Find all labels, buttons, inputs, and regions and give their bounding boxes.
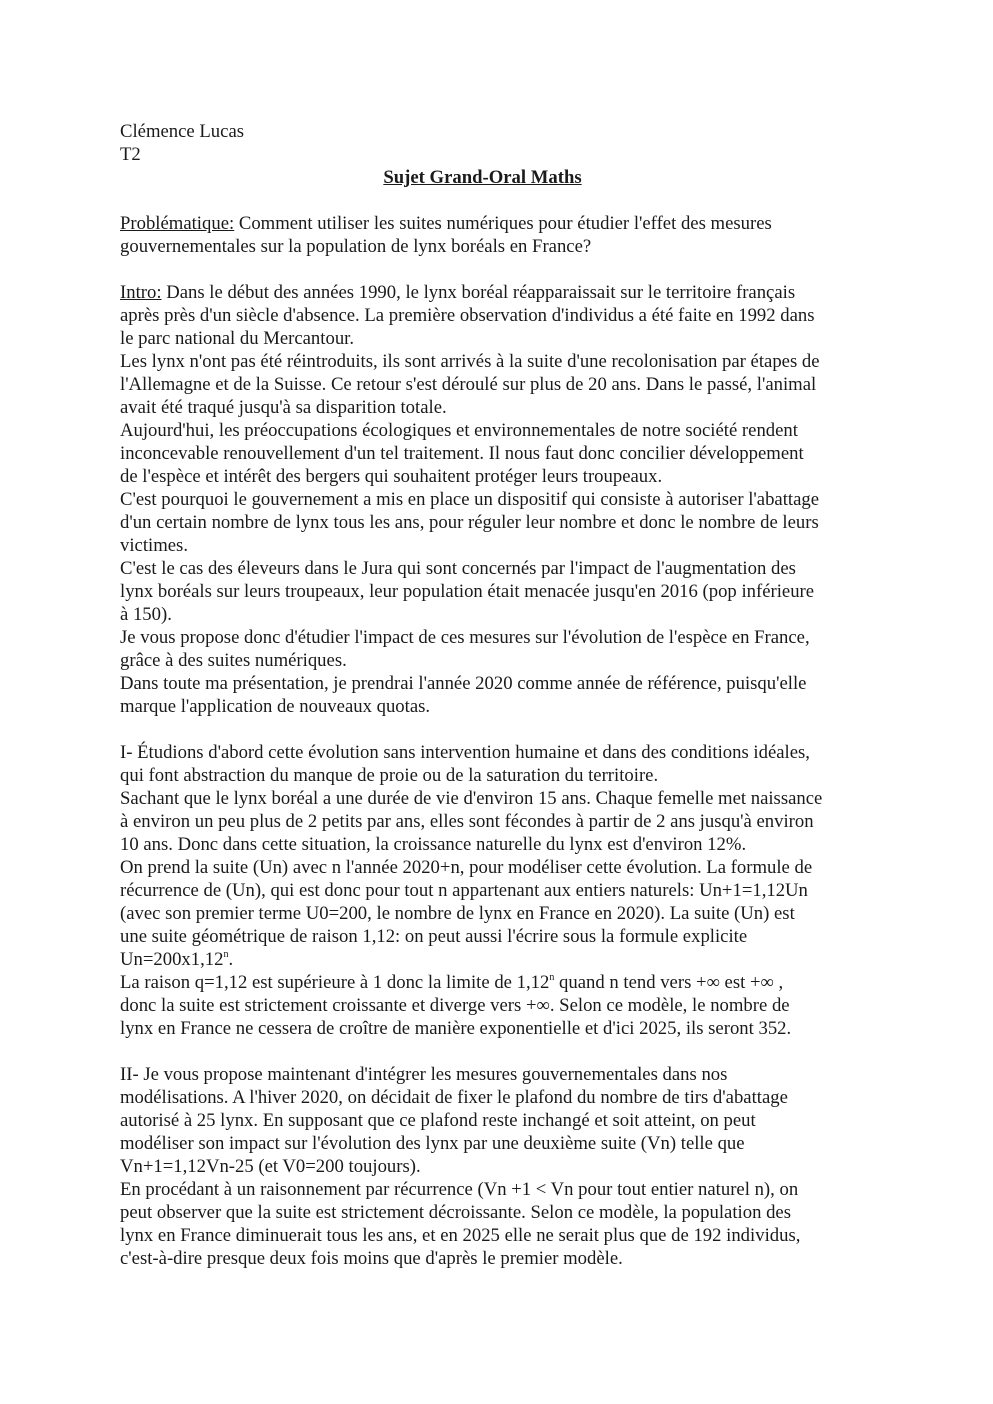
intro-line: Je vous propose donc d'étudier l'impact de ces mesures sur l'évolution de l'espèce en France, — [120, 627, 810, 648]
document-title: Sujet Grand-Oral Maths — [383, 167, 582, 188]
spacer — [120, 258, 880, 281]
intro-line: lynx boréals sur leurs troupeaux, leur population était menacée jusqu'en 2016 (pop inférieure — [120, 581, 815, 602]
part1-line: (avec son premier terme U0=200, le nombre de lynx en France en 2020). La suite (Un) est — [120, 903, 795, 924]
part2-line: peut observer que la suite est strictement décroissante. Selon ce modèle, la population des — [120, 1202, 791, 1223]
part2-line: modélisations. A l'hiver 2020, on décidait de fixer le plafond du nombre de tirs d'abattage — [120, 1087, 788, 1108]
part1-line: récurrence de (Un), qui est donc pour tout n appartenant aux entiers naturels: Un+1=1,12Un — [120, 880, 808, 901]
intro-line: Aujourd'hui, les préoccupations écologiques et environnementales de notre société rendent — [120, 420, 798, 441]
intro-text: Dans le début des années 1990, le lynx boréal réapparaissait sur le territoire français — [161, 282, 796, 303]
part1-line: une suite géométrique de raison 1,12: on peut aussi l'écrire sous la formule explicite — [120, 926, 748, 947]
document-body — [120, 120, 880, 1270]
intro-line: victimes. — [120, 535, 188, 556]
part2-line: c'est-à-dire presque deux fois moins que d'après le premier modèle. — [120, 1248, 623, 1269]
part2-line: Vn+1=1,12Vn-25 (et V0=200 toujours). — [120, 1156, 421, 1177]
intro-line: de l'espèce et intérêt des bergers qui souhaitent protéger leurs troupeaux. — [120, 466, 663, 487]
part1-line: à environ un peu plus de 2 petits par ans, elles sont fécondes à partir de 2 ans jusqu'à environ — [120, 811, 814, 832]
intro-line: avait été traqué jusqu'à sa disparition totale. — [120, 397, 447, 418]
limit-text-end: quand n tend vers +∞ est +∞ , — [554, 972, 784, 993]
spacer — [120, 1040, 880, 1063]
part2-line: En procédant à un raisonnement par récurrence (Vn +1 < Vn pour tout entier naturel n), on — [120, 1179, 799, 1200]
intro-line: d'un certain nombre de lynx tous les ans, pour réguler leur nombre et donc le nombre de leurs — [120, 512, 819, 533]
intro-label: Intro: — [120, 282, 162, 303]
part1-line: donc la suite est strictement croissante et diverge vers +∞. Selon ce modèle, le nombre de — [120, 995, 790, 1016]
intro-line: à 150). — [120, 604, 172, 625]
formula-base: Un=200x1,12 — [120, 949, 224, 970]
author-name: Clémence Lucas — [120, 121, 245, 142]
problematique-line: gouvernementales sur la population de lynx boréals en France? — [120, 236, 592, 257]
spacer — [120, 189, 880, 212]
intro-line: l'Allemagne et de la Suisse. Ce retour s'est déroulé sur plus de 20 ans. Dans le passé, l'animal — [120, 374, 817, 395]
intro-line: le parc national du Mercantour. — [120, 328, 355, 349]
formula-exponent: n — [223, 949, 229, 960]
part2-line: II- Je vous propose maintenant d'intégrer les mesures gouvernementales dans nos — [120, 1064, 728, 1085]
intro-line: grâce à des suites numériques. — [120, 650, 347, 671]
class-label: T2 — [120, 144, 141, 165]
spacer — [120, 718, 880, 741]
problematique-line — [120, 212, 880, 235]
part1-line: lynx en France ne cessera de croître de manière exponentielle et d'ici 2025, ils seront 352. — [120, 1018, 792, 1039]
problematique-text: Comment utiliser les suites numériques pour étudier l'effet des mesures — [234, 213, 772, 234]
intro-line: marque l'application de nouveaux quotas. — [120, 696, 431, 717]
intro-section — [120, 281, 880, 718]
limit-exponent: n — [549, 972, 555, 983]
explicit-formula — [120, 948, 880, 971]
part2-line: modéliser son impact sur l'évolution des lynx par une deuxième suite (Vn) telle que — [120, 1133, 745, 1154]
part2-section — [120, 1063, 880, 1270]
intro-line: C'est le cas des éleveurs dans le Jura qui sont concernés par l'impact de l'augmentation des — [120, 558, 796, 579]
part1-line: qui font abstraction du manque de proie ou de la saturation du territoire. — [120, 765, 659, 786]
part1-line: Sachant que le lynx boréal a une durée de vie d'environ 15 ans. Chaque femelle met naissance — [120, 788, 823, 809]
part1-line: On prend la suite (Un) avec n l'année 2020+n, pour modéliser cette évolution. La formule de — [120, 857, 813, 878]
part1-line: 10 ans. Donc dans cette situation, la croissance naturelle du lynx est d'environ 12%. — [120, 834, 747, 855]
part2-line: autorisé à 25 lynx. En supposant que ce plafond reste inchangé et soit atteint, on peut — [120, 1110, 756, 1131]
intro-line: Dans toute ma présentation, je prendrai l'année 2020 comme année de référence, puisqu'elle — [120, 673, 807, 694]
problematique-section — [120, 212, 880, 258]
part1-line: I- Étudions d'abord cette évolution sans intervention humaine et dans des conditions idéales, — [120, 742, 810, 763]
intro-line: Les lynx n'ont pas été réintroduits, ils sont arrivés à la suite d'une recolonisation par étapes de — [120, 351, 820, 372]
intro-line — [120, 281, 880, 304]
part2-line: lynx en France diminuerait tous les ans, et en 2025 elle ne serait plus que de 192 individus, — [120, 1225, 801, 1246]
limit-line — [120, 971, 880, 994]
limit-text: La raison q=1,12 est supérieure à 1 donc la limite de 1,12 — [120, 972, 550, 993]
intro-line: C'est pourquoi le gouvernement a mis en place un dispositif qui consiste à autoriser l'abattage — [120, 489, 820, 510]
intro-line: après près d'un siècle d'absence. La première observation d'individus a été faite en 1992 dans — [120, 305, 815, 326]
formula-end: . — [228, 949, 234, 970]
intro-line: inconcevable renouvellement d'un tel traitement. Il nous faut donc concilier développement — [120, 443, 804, 464]
problematique-label: Problématique: — [120, 213, 235, 234]
part1-section — [120, 741, 880, 1040]
